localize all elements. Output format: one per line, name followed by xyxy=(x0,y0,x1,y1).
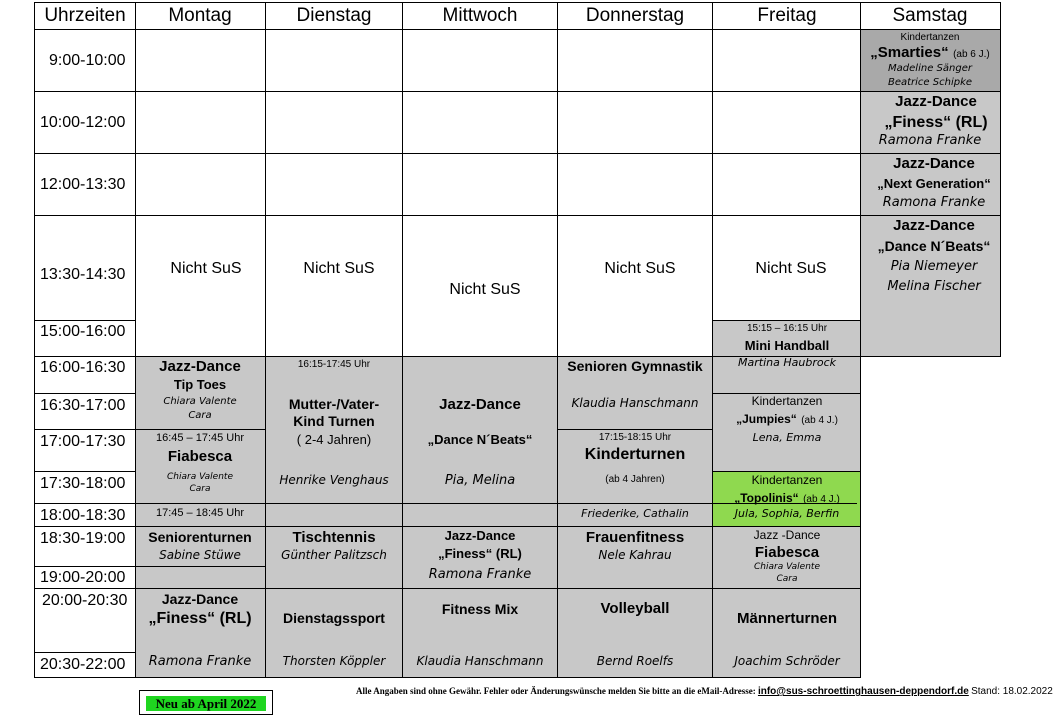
course-age: (ab 4 J.) xyxy=(801,415,838,426)
course-type: Jazz-Dance xyxy=(161,591,239,607)
course-next-generation: „Next Generation“ xyxy=(877,176,991,191)
course-age: (ab 6 J.) xyxy=(953,49,990,60)
course-finess: „Finess“ (RL) xyxy=(438,546,522,561)
course-time: 17:15-18:15 Uhr xyxy=(598,432,672,443)
course-tip-toes: Tip Toes xyxy=(173,377,227,392)
nicht-sus-tuesday: Nicht SuS xyxy=(303,260,375,277)
header-friday: Freitag xyxy=(757,5,817,26)
trainer-name: Ramona Franke xyxy=(878,133,982,148)
course-type: Jazz-Dance xyxy=(444,528,516,543)
header-monday: Montag xyxy=(168,5,232,26)
course-time: 16:45 – 17:45 Uhr xyxy=(155,432,245,444)
course-type: Jazz-Dance xyxy=(439,396,521,413)
course-time: 16:15-17:45 Uhr xyxy=(297,359,371,370)
time-label: 12:00-13:30 xyxy=(40,176,126,193)
course-tischtennis: Tischtennis xyxy=(292,529,376,546)
disclaimer-text: Alle Angaben sind ohne Gewähr. Fehler oder Änderungswünsche melden Sie bitte an die eMail-Adresse: xyxy=(356,686,756,696)
trainer-name: Pia Niemeyer xyxy=(890,259,978,274)
badge-label: Neu ab April 2022 xyxy=(146,696,266,711)
grid-line xyxy=(34,91,1001,92)
trainer-name: Ramona Franke xyxy=(882,195,986,210)
trainer-name: Chiara Valente xyxy=(163,396,237,407)
stand-date: Stand: 18.02.2022 xyxy=(971,686,1053,697)
grid-line xyxy=(557,429,713,430)
course-maennerturnen: Männerturnen xyxy=(736,610,838,627)
grid-line xyxy=(135,2,136,677)
course-mutter-vater-kind: Kind Turnen xyxy=(293,413,375,429)
course-jumpies xyxy=(736,410,838,428)
course-volleyball: Volleyball xyxy=(600,600,670,617)
course-senioren-gymnastik: Senioren Gymnastik xyxy=(567,358,703,374)
nicht-sus-monday: Nicht SuS xyxy=(170,260,242,277)
trainer-name: Ramona Franke xyxy=(148,654,252,669)
trainer-name: Thorsten Köppler xyxy=(282,654,386,668)
time-label: 18:00-18:30 xyxy=(40,507,126,524)
grid-line xyxy=(34,215,1001,216)
trainer-name: Beatrice Schipke xyxy=(887,77,973,88)
course-fiabesca: Fiabesca xyxy=(167,448,233,465)
grid-line xyxy=(402,2,403,677)
time-label: 16:30-17:00 xyxy=(40,397,126,414)
course-smarties xyxy=(870,44,990,62)
trainer-name: Chiara Valente xyxy=(754,562,820,572)
course-dienstagssport: Dienstagssport xyxy=(283,610,385,626)
trainer-name: Klaudia Hanschmann xyxy=(571,396,699,410)
trainer-name: Cara xyxy=(189,484,211,494)
trainer-name: Sabine Stüwe xyxy=(159,548,241,562)
nicht-sus-wednesday: Nicht SuS xyxy=(449,281,521,298)
header-wednesday: Mittwoch xyxy=(442,5,518,26)
course-finess: „Finess“ (RL) xyxy=(148,610,252,627)
course-category: Kindertanzen xyxy=(751,473,823,487)
header-time: Uhrzeiten xyxy=(44,5,126,26)
course-category: Kindertanzen xyxy=(751,394,823,408)
course-name: „Smarties“ xyxy=(870,44,949,61)
header-saturday: Samstag xyxy=(892,5,968,26)
time-label: 15:00-16:00 xyxy=(40,323,126,340)
trainer-name: Madeline Sänger xyxy=(888,63,972,74)
course-age: (ab 4 J.) xyxy=(803,494,840,505)
grid-line xyxy=(34,566,266,567)
course-time: 15:15 – 16:15 Uhr xyxy=(746,323,828,334)
trainer-name: Klaudia Hanschmann xyxy=(416,654,544,668)
course-type: Jazz-Dance xyxy=(893,155,975,172)
course-mini-handball: Mini Handball xyxy=(744,338,830,353)
trainer-name: Ramona Franke xyxy=(428,567,532,582)
header-thursday: Donnerstag xyxy=(585,5,685,26)
nicht-sus-friday: Nicht SuS xyxy=(755,260,827,277)
grid-line xyxy=(34,2,1001,3)
course-fiabesca: Fiabesca xyxy=(754,544,820,561)
grid-line xyxy=(34,677,861,678)
course-dance-n-beats: „Dance N´Beats“ xyxy=(427,432,533,447)
trainer-name: Melina Fischer xyxy=(887,279,981,294)
grid-line xyxy=(34,356,1001,357)
grid-line xyxy=(265,2,266,677)
trainer-name: Pia, Melina xyxy=(444,473,516,488)
trainer-name: Joachim Schröder xyxy=(734,654,840,668)
footer-note xyxy=(356,686,1053,697)
course-frauenfitness: Frauenfitness xyxy=(585,529,685,546)
header-tuesday: Dienstag xyxy=(296,5,372,26)
course-type: Jazz -Dance xyxy=(753,528,821,542)
nicht-sus-thursday: Nicht SuS xyxy=(604,260,676,277)
course-finess: „Finess“ (RL) xyxy=(884,114,988,131)
trainer-name: Henrike Venghaus xyxy=(279,473,389,487)
grid-line xyxy=(1000,2,1001,357)
time-label: 20:30-22:00 xyxy=(40,656,126,673)
trainer-name: Günther Palitzsch xyxy=(281,548,387,562)
trainer-name: Friederike, Cathalin xyxy=(581,507,689,520)
grid-line xyxy=(34,393,135,394)
grid-line xyxy=(860,2,861,677)
grid-line xyxy=(34,588,861,589)
trainer-name: Bernd Roelfs xyxy=(596,654,674,668)
course-category: Kindertanzen xyxy=(900,32,960,43)
time-label: 16:00-16:30 xyxy=(40,359,126,376)
new-from-april-badge xyxy=(139,690,273,715)
trainer-name: Jula, Sophia, Berfin xyxy=(734,507,840,520)
grid-line xyxy=(712,2,713,677)
course-mutter-vater-kind: Mutter-/Vater- xyxy=(288,396,380,412)
time-label: 13:30-14:30 xyxy=(40,266,126,283)
time-label: 20:00-20:30 xyxy=(42,592,128,609)
grid-line xyxy=(34,29,1001,30)
grid-line xyxy=(712,320,861,321)
grid-line xyxy=(34,429,266,430)
course-time: 17:45 – 18:45 Uhr xyxy=(155,507,245,519)
grid-line xyxy=(712,471,861,472)
time-label: 17:00-17:30 xyxy=(40,433,126,450)
time-label: 18:30-19:00 xyxy=(40,530,126,547)
course-age: ( 2-4 Jahren) xyxy=(296,432,372,447)
grid-line xyxy=(34,526,861,527)
grid-line xyxy=(34,652,135,653)
grid-line xyxy=(34,471,135,472)
trainer-name: Nele Kahrau xyxy=(598,548,672,562)
time-label: 9:00-10:00 xyxy=(49,52,126,69)
course-topolinis xyxy=(734,489,840,507)
trainer-name: Lena, Emma xyxy=(752,431,822,444)
course-type: Jazz-Dance xyxy=(893,217,975,234)
grid-line xyxy=(34,2,35,677)
course-kinderturnen: Kinderturnen xyxy=(584,446,686,463)
time-label: 17:30-18:00 xyxy=(40,475,126,492)
grid-line xyxy=(34,320,135,321)
trainer-name: Chiara Valente xyxy=(167,472,233,482)
trainer-name: Cara xyxy=(776,574,798,584)
contact-email-link[interactable]: info@sus-schroettinghausen-deppendorf.de xyxy=(757,686,969,697)
grid-line xyxy=(34,153,1001,154)
course-seniorenturnen: Seniorenturnen xyxy=(148,529,252,545)
course-type: Jazz-Dance xyxy=(159,358,241,375)
trainer-name: Martina Haubrock xyxy=(738,356,836,369)
grid-line xyxy=(557,2,558,677)
course-name: „Topolinis“ xyxy=(734,491,799,505)
course-age: (ab 4 Jahren) xyxy=(605,474,665,485)
time-label: 10:00-12:00 xyxy=(40,114,126,131)
time-label: 19:00-20:00 xyxy=(40,569,126,586)
trainer-name: Cara xyxy=(188,410,212,421)
course-name: „Jumpies“ xyxy=(736,412,797,426)
course-dance-n-beats: „Dance N´Beats“ xyxy=(877,238,991,254)
course-type: Jazz-Dance xyxy=(895,93,977,110)
course-fitness-mix: Fitness Mix xyxy=(441,601,519,617)
